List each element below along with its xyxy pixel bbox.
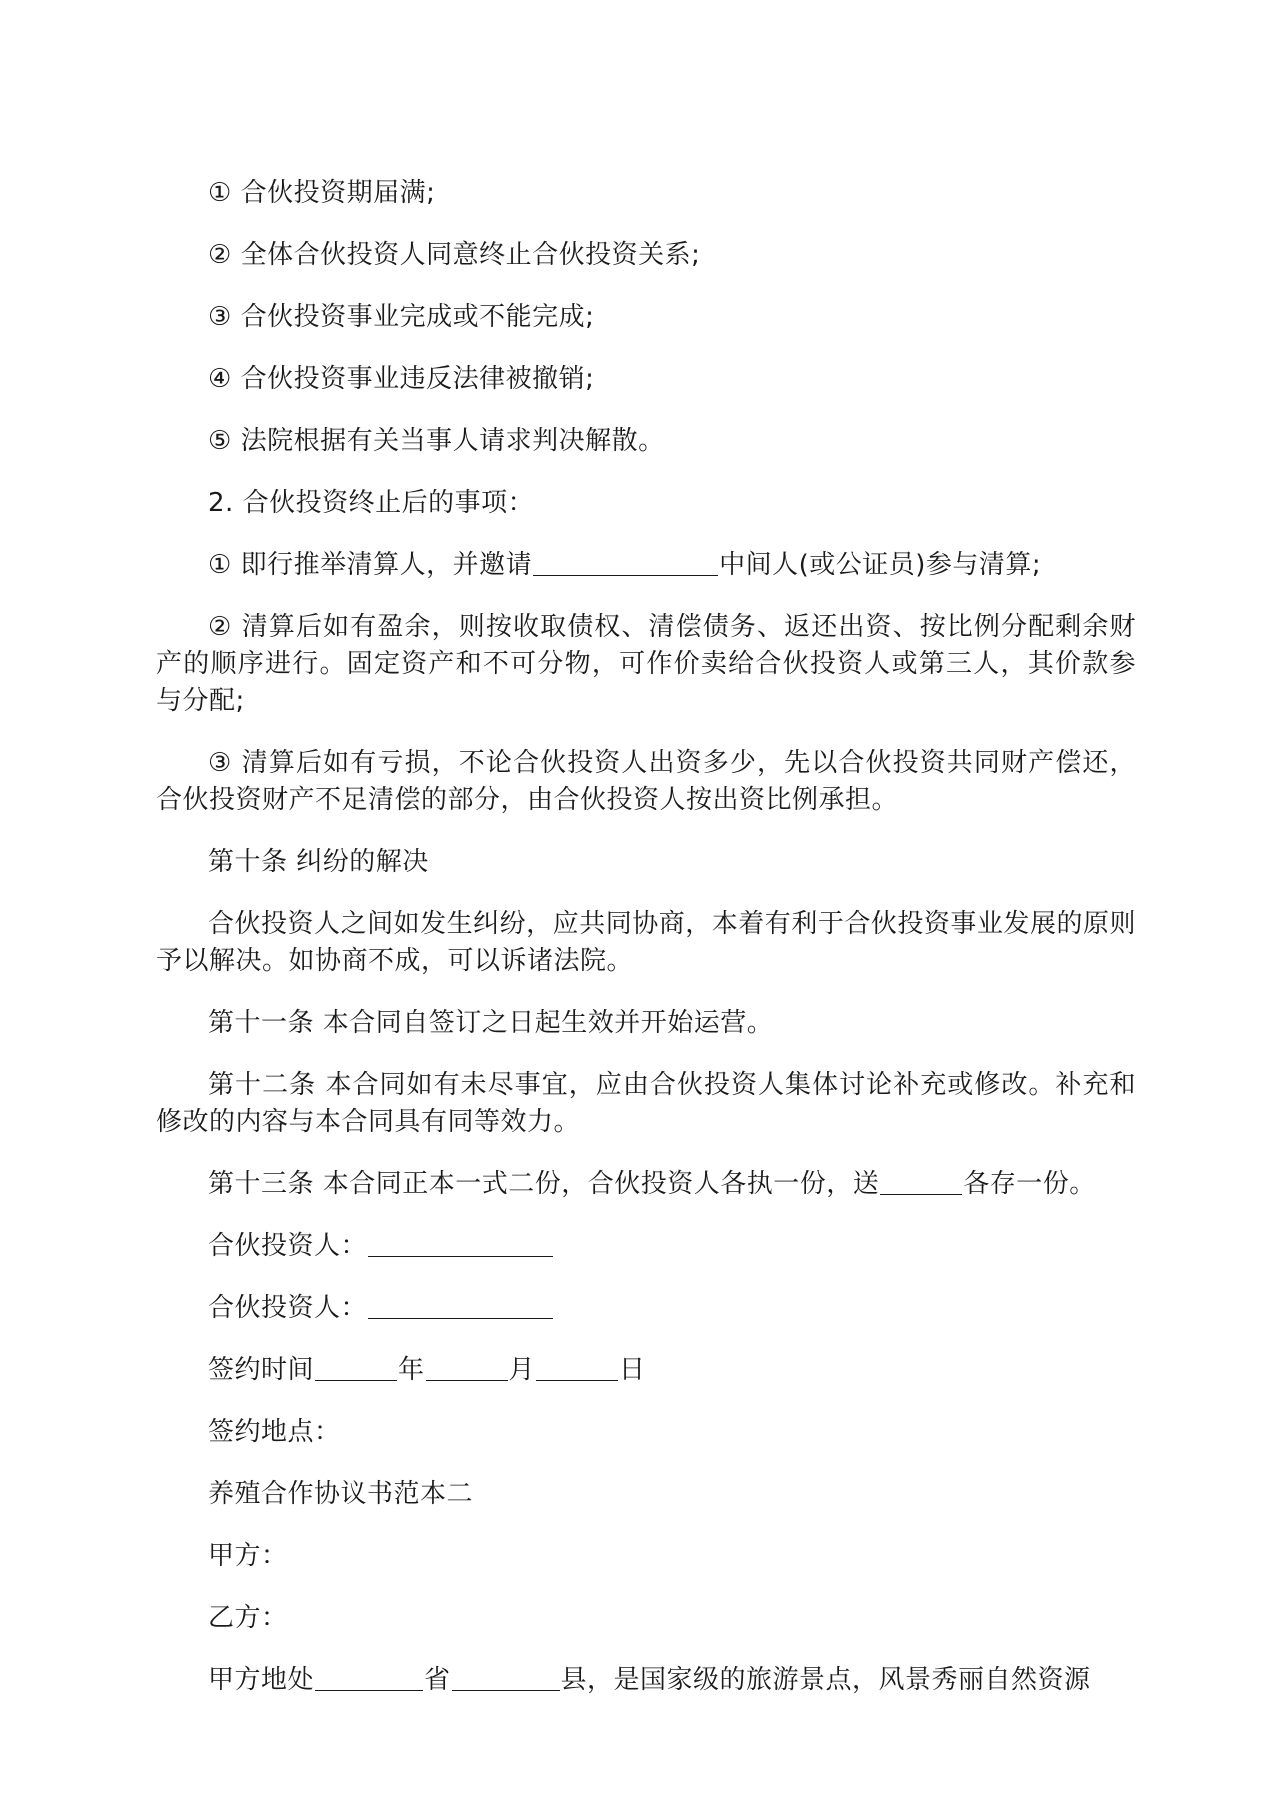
- article-13-text-after: 各存一份。: [963, 1169, 1096, 1199]
- document-page: [156, 175, 1136, 1724]
- article-10-heading: 第十条 纠纷的解决: [208, 847, 429, 877]
- month-label: 月: [508, 1355, 536, 1385]
- clause-surplus: ② 清算后如有盈余，则按收取债权、清偿债务、返还出资、按比例分配剩余财产的顺序进行。固定资产和不可分物，可作价卖给合伙投资人或第三人，其价款参与分配;: [156, 612, 1136, 716]
- blank-investor-1: [368, 1230, 553, 1257]
- blank-county: [452, 1664, 560, 1691]
- day-label: 日: [619, 1355, 646, 1385]
- list-item-revoked: ④ 合伙投资事业违反法律被撤销;: [208, 364, 595, 394]
- clause-liquidator-text-before: ① 即行推举清算人，并邀请: [208, 550, 533, 580]
- blank-day: [536, 1354, 618, 1381]
- signing-date: [156, 1352, 1136, 1389]
- province-label: 省: [424, 1665, 451, 1695]
- clause-deficit: ③ 清算后如有亏损，不论合伙投资人出资多少，先以合伙投资共同财产偿还，合伙投资财产不足清偿的部分，由合伙投资人按出资比例承担。: [156, 748, 1136, 815]
- article-13: [156, 1166, 1136, 1203]
- clause-liquidator-text-after: 中间人(或公证员)参与清算;: [719, 550, 1042, 580]
- article-13-text-before: 第十三条 本合同正本一式二份，合伙投资人各执一份，送: [208, 1169, 880, 1199]
- location-text-before: 甲方地处: [208, 1665, 315, 1695]
- clause-liquidator: [156, 547, 1136, 584]
- list-item-all-agree: ② 全体合伙投资人同意终止合伙投资关系;: [208, 240, 701, 270]
- blank-month: [426, 1354, 508, 1381]
- party-a-location: [156, 1662, 1136, 1699]
- party-a: 甲方：: [208, 1541, 288, 1571]
- party-b: 乙方：: [208, 1603, 288, 1633]
- blank-recipient: [880, 1168, 962, 1195]
- signature-investor-1: [156, 1228, 1136, 1265]
- signature-investor-2: [156, 1290, 1136, 1327]
- list-item-business-complete: ③ 合伙投资事业完成或不能完成;: [208, 302, 595, 332]
- signing-date-label: 签约时间: [208, 1355, 315, 1385]
- blank-intermediary: [533, 549, 718, 576]
- blank-year: [315, 1354, 397, 1381]
- signing-place: 签约地点：: [208, 1417, 341, 1447]
- article-11: 第十一条 本合同自签订之日起生效并开始运营。: [208, 1008, 774, 1038]
- sample-2-title: 养殖合作协议书范本二: [208, 1479, 474, 1509]
- year-label: 年: [398, 1355, 425, 1385]
- article-10-body: 合伙投资人之间如发生纠纷，应共同协商，本着有利于合伙投资事业发展的原则予以解决。如协商不成，可以诉诸法院。: [156, 909, 1136, 976]
- county-text: 县，是国家级的旅游景点，风景秀丽自然资源: [560, 1665, 1091, 1695]
- blank-investor-2: [368, 1292, 553, 1319]
- list-item-court-dissolution: ⑤ 法院根据有关当事人请求判决解散。: [208, 426, 665, 456]
- signature-label-2: 合伙投资人：: [208, 1293, 368, 1323]
- section-heading-after-termination: 2. 合伙投资终止后的事项：: [208, 488, 535, 518]
- signature-label-1: 合伙投资人：: [208, 1231, 368, 1261]
- blank-province: [315, 1664, 423, 1691]
- article-12: 第十二条 本合同如有未尽事宜，应由合伙投资人集体讨论补充或修改。补充和修改的内容与本合同具有同等效力。: [156, 1070, 1136, 1137]
- list-item-term-expired: ① 合伙投资期届满;: [208, 178, 436, 208]
